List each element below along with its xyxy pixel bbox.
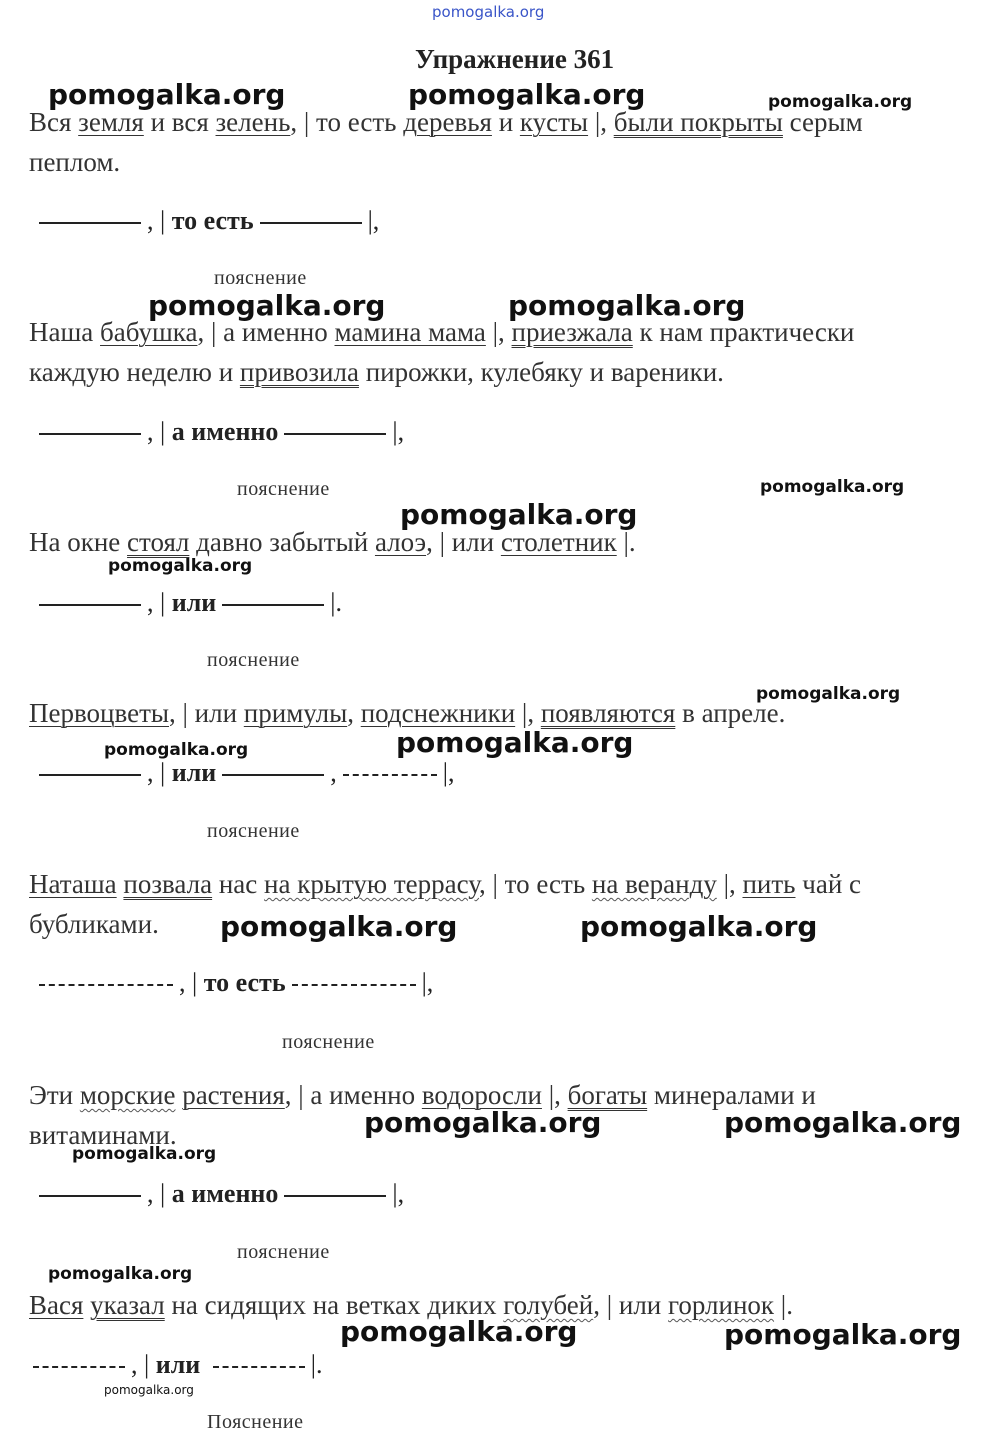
punct: |, — [421, 968, 434, 997]
scheme-blank — [222, 774, 324, 776]
punct: |, — [367, 206, 380, 235]
subject-word: алоэ — [374, 527, 427, 557]
text: |, — [541, 1080, 568, 1110]
punct: , | — [147, 588, 166, 617]
scheme-conjunction: то есть — [171, 206, 254, 235]
text: , | или — [426, 527, 501, 557]
text: , | то есть — [290, 107, 404, 137]
text: в апреле. — [675, 698, 786, 728]
text: |, — [485, 317, 512, 347]
watermark: pomogalka.org — [756, 684, 901, 704]
punct: , | — [147, 417, 166, 446]
watermark: pomogalka.org — [48, 78, 286, 111]
watermark: pomogalka.org — [220, 910, 458, 943]
appositive-word: кусты — [519, 107, 589, 137]
scheme-blank — [39, 984, 173, 986]
text: и вся — [143, 107, 216, 137]
appositive-word: примулы — [243, 698, 348, 728]
text: |. — [616, 527, 636, 557]
text: , | а именно — [284, 1080, 422, 1110]
text: На окне — [29, 527, 128, 557]
purpose-word: пить — [742, 869, 796, 899]
watermark: pomogalka.org — [760, 477, 905, 497]
watermark: pomogalka.org — [400, 498, 638, 531]
sentence-5 — [29, 864, 861, 904]
scheme-blank — [260, 222, 362, 224]
text: Вся — [29, 107, 79, 137]
sentence-6-line-2: витаминами. — [29, 1120, 177, 1150]
text: к нам практически — [632, 317, 855, 347]
text: чай с — [795, 869, 861, 899]
scheme-3 — [33, 588, 342, 618]
predicate-word: появляются — [540, 698, 676, 728]
punct: , | — [147, 206, 166, 235]
appositive-word: деревья — [403, 107, 492, 137]
subject-word: земля — [78, 107, 144, 137]
appositive-word: подснежники — [360, 698, 516, 728]
predicate-word: богаты — [567, 1080, 648, 1110]
scheme-blank — [39, 604, 141, 606]
scheme-blank — [284, 433, 386, 435]
explanation-label: пояснение — [237, 1241, 330, 1263]
watermark: pomogalka.org — [48, 1264, 193, 1284]
explanation-label: пояснение — [207, 649, 300, 671]
scheme-4 — [33, 758, 455, 788]
predicate-word: привозила — [239, 357, 359, 387]
appositive-phrase: на веранду — [591, 869, 717, 899]
explanation-label: пояснение — [214, 267, 307, 289]
subject-word: Первоцветы — [29, 698, 170, 728]
subject-word: Наташа — [29, 869, 117, 899]
appositive-word: водоросли — [421, 1080, 542, 1110]
scheme-5 — [33, 968, 433, 998]
object-word: голубей — [503, 1290, 594, 1320]
watermark: pomogalka.org — [724, 1318, 962, 1351]
watermark: pomogalka.org — [768, 92, 913, 112]
punct: |, — [392, 417, 405, 446]
scheme-1 — [33, 206, 379, 236]
explanation-label: пояснение — [237, 478, 330, 500]
scheme-blank — [39, 774, 141, 776]
scheme-conjunction: или — [155, 1350, 201, 1379]
sentence-2-line-2 — [29, 352, 724, 392]
text: на сидящих на ветках диких — [164, 1290, 504, 1320]
circumstance-phrase: на крытую террасу — [264, 869, 480, 899]
watermark: pomogalka.org — [364, 1106, 602, 1139]
scheme-conjunction: а именно — [171, 1179, 279, 1208]
text: пирожки, кулебяку и вареники. — [358, 357, 724, 387]
explanation-label: Пояснение — [207, 1411, 304, 1433]
text: серым — [782, 107, 863, 137]
punct: , | — [131, 1350, 150, 1379]
punct: |, — [392, 1179, 405, 1208]
watermark: pomogalka.org — [148, 289, 386, 322]
text: |, — [588, 107, 614, 137]
sentence-5-line-2: бубликами. — [29, 909, 159, 939]
scheme-conjunction: или — [171, 758, 217, 787]
text: и — [491, 107, 520, 137]
predicate-word: позвала — [123, 869, 213, 899]
header-site-link[interactable]: pomogalka.org — [432, 3, 545, 21]
predicate-word: стоял — [127, 527, 190, 557]
watermark: pomogalka.org — [724, 1106, 962, 1139]
subject-word: Вася — [29, 1290, 84, 1320]
scheme-blank — [343, 774, 437, 776]
appositive-word: мамина мама — [334, 317, 486, 347]
scheme-blank — [39, 1195, 141, 1197]
text: Наша — [29, 317, 101, 347]
watermark: pomogalka.org — [104, 740, 249, 760]
text: |, — [716, 869, 743, 899]
punct: , | — [179, 968, 198, 997]
text: минералами и — [647, 1080, 816, 1110]
scheme-blank — [39, 433, 141, 435]
punct: , | — [147, 1179, 166, 1208]
scheme-blank — [213, 1366, 305, 1368]
watermark: pomogalka.org — [508, 289, 746, 322]
scheme-2 — [33, 417, 404, 447]
scheme-6 — [33, 1179, 404, 1209]
page-title: Упражнение 361 — [415, 44, 615, 74]
subject-word: зелень — [215, 107, 291, 137]
scheme-blank — [39, 222, 141, 224]
punct: |, — [442, 758, 455, 787]
watermark: pomogalka.org — [108, 556, 253, 576]
text: Эти — [29, 1080, 80, 1110]
appositive-word: столетник — [500, 527, 617, 557]
punct: |. — [310, 1350, 323, 1379]
explanation-label: пояснение — [282, 1031, 375, 1053]
punct: , | — [147, 758, 166, 787]
punct: , — [330, 758, 337, 787]
predicate-word: приезжала — [511, 317, 633, 347]
predicate-word: были покрыты — [613, 107, 783, 137]
watermark: pomogalka.org — [580, 910, 818, 943]
explanation-label: пояснение — [207, 820, 300, 842]
attribute-word: морские — [79, 1080, 176, 1110]
subject-word: растения — [182, 1080, 285, 1110]
scheme-blank — [33, 1366, 125, 1368]
text: |, — [515, 698, 541, 728]
scheme-conjunction: а именно — [171, 417, 279, 446]
predicate-word: указал — [90, 1290, 165, 1320]
punct: |. — [330, 588, 342, 617]
watermark: pomogalka.org — [72, 1144, 217, 1164]
scheme-conjunction: то есть — [203, 968, 286, 997]
scheme-blank — [284, 1195, 386, 1197]
appositive-word: горлинок — [668, 1290, 775, 1320]
watermark: pomogalka.org — [408, 78, 646, 111]
watermark: pomogalka.org — [340, 1315, 578, 1348]
text: , | или — [593, 1290, 668, 1320]
text: , | а именно — [197, 317, 335, 347]
subject-word: бабушка — [100, 317, 198, 347]
text: давно забытый — [189, 527, 375, 557]
watermark: pomogalka.org — [104, 1383, 194, 1397]
watermark: pomogalka.org — [396, 726, 634, 759]
text: , | то есть — [479, 869, 592, 899]
text: нас — [212, 869, 265, 899]
text: , | или — [169, 698, 244, 728]
scheme-conjunction: или — [171, 588, 217, 617]
sentence-1-line-2: пеплом. — [29, 147, 121, 177]
text: , — [347, 698, 361, 728]
scheme-blank — [222, 604, 324, 606]
text: |. — [774, 1290, 793, 1320]
scheme-7 — [27, 1350, 323, 1380]
text: каждую неделю и — [29, 357, 240, 387]
scheme-blank — [292, 984, 416, 986]
